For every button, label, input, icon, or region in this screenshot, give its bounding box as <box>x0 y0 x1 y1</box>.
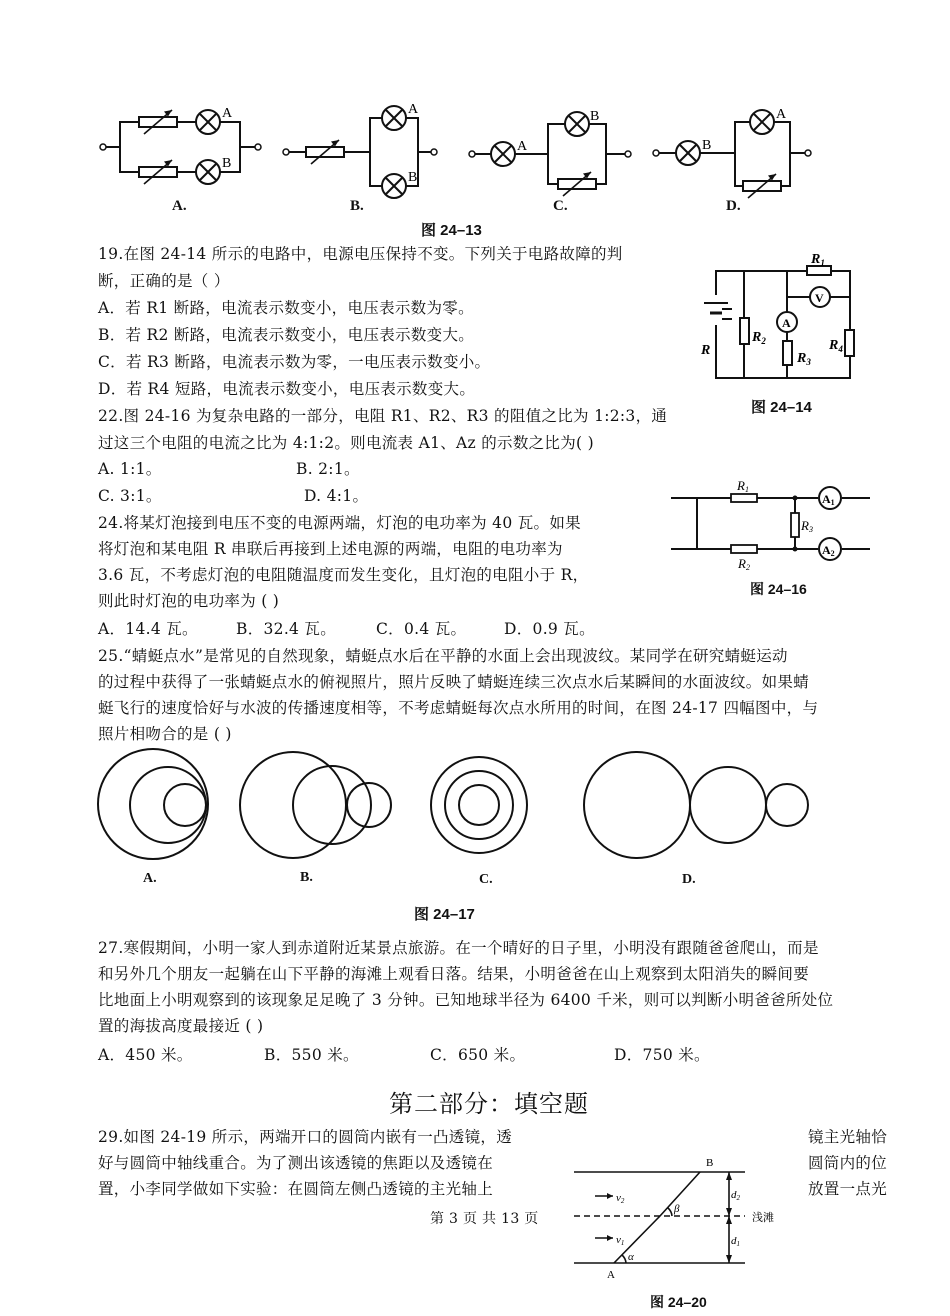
v1-label: v <box>616 1234 621 1246</box>
voltmeter-label: V <box>815 291 824 305</box>
beta-label: β <box>674 1203 680 1215</box>
q22-option-d: D. 4:1。 <box>304 487 369 505</box>
fig13-label-b: B. <box>350 198 364 214</box>
q19-option-c: C．若 R3 断路，电流表示数为零，一电压表示数变小。 <box>98 353 491 371</box>
ammeter-label: A <box>782 316 791 330</box>
q24-option-a: A．14.4 瓦。 <box>98 620 198 638</box>
q19-line1: 19.在图 24-14 所示的电路中，电源电压保持不变。下列关于电路故障的判 <box>98 245 623 263</box>
q24-line2: 将灯泡和某电阻 R 串联后再接到上述电源的两端，电阻的电功率为 <box>98 540 563 558</box>
v2-label: v <box>616 1192 621 1204</box>
fig16-r3-sub: 3 <box>808 525 813 534</box>
q29-line3-right: 放置一点光 <box>808 1180 888 1198</box>
d2-label: d <box>731 1189 737 1201</box>
lamp-label-b2: B <box>408 170 418 185</box>
q22-option-c: C. 3:1。 <box>98 487 162 505</box>
fig17-caption: 图 24–17 <box>414 906 475 923</box>
r3-sub: 3 <box>806 357 811 367</box>
q22-line2: 过这三个电阻的电流之比为 4:1:2。则电流表 A1、Az 的示数之比为( ) <box>98 434 594 452</box>
svg-text:v1 <box>616 1234 624 1247</box>
q24-option-d: D．0.9 瓦。 <box>504 620 595 638</box>
q19-option-b: B．若 R2 断路，电流表示数变小，电压表示数变大。 <box>98 326 475 344</box>
fig14-caption: 图 24–14 <box>751 399 812 416</box>
lamp-label-b4: B <box>702 138 712 153</box>
q27-option-d: D．750 米。 <box>614 1046 710 1064</box>
q24-line1: 24.将某灯泡接到电压不变的电源两端，灯泡的电功率为 40 瓦。如果 <box>98 514 581 532</box>
r1-label: R <box>811 252 821 267</box>
lamp-label-a3: A <box>517 139 528 154</box>
q27-option-a: A．450 米。 <box>98 1046 193 1064</box>
q29-line2-left: 好与圆筒中轴线重合。为了测出该透镜的焦距以及透镜在 <box>98 1154 494 1172</box>
point-b-label: B <box>706 1157 714 1169</box>
fig17-label-c: C. <box>479 872 493 887</box>
r2-label: R <box>752 330 762 345</box>
svg-text:v2 <box>616 1192 625 1205</box>
r4-label: R <box>829 338 839 353</box>
q29-line1-right: 镜主光轴恰 <box>808 1128 888 1146</box>
q27-line2: 和另外几个朋友一起躺在山下平静的海滩上观看日落。结果，小明爸爸在山上观察到太阳消失的瞬间要 <box>98 965 810 983</box>
fig17-label-a: A. <box>143 871 157 886</box>
q25-line4: 照片相吻合的是 ( ) <box>98 725 232 743</box>
q19-option-a: A．若 R1 断路，电流表示数变小，电压表示数为零。 <box>98 299 474 317</box>
q27-option-b: B．550 米。 <box>264 1046 359 1064</box>
q25-line3: 蜓飞行的速度恰好与水波的传播速度相等，不考虑蜻蜓每次点水所用的时间，在图 24-17 四幅图中，与 <box>98 699 819 717</box>
q25-line2: 的过程中获得了一张蜻蜓点水的俯视照片，照片反映了蜻蜓连续三次点水后某瞬间的水面波纹。如果蜻 <box>98 673 810 691</box>
section-title: 第二部分：填空题 <box>389 1090 589 1118</box>
q27-option-c: C．650 米。 <box>430 1046 526 1064</box>
lamp-label-b3: B <box>590 109 600 124</box>
q27-line1: 27.寒假期间，小明一家人到赤道附近某景点旅游。在一个晴好的日子里，小明没有跟随爸爸爬山，而是 <box>98 939 819 957</box>
svg-text:d1 <box>731 1235 740 1248</box>
q27-line3: 比地面上小明观察到的该现象足足晚了 3 分钟。已知地球半径为 6400 千米，则可以判断小明爸爸所处位 <box>98 991 834 1009</box>
q27-line4: 置的海拔高度最接近 ( ) <box>98 1017 264 1035</box>
q25-line1: 25.“蜻蜓点水”是常见的自然现象，蜻蜓点水后在平静的水面上会出现波纹。某同学在研究蜻蜓运动 <box>98 647 788 665</box>
v1-sub: 1 <box>620 1239 625 1247</box>
r4-sub: 4 <box>838 344 843 354</box>
fig17-label-b: B. <box>300 870 313 885</box>
point-a-label: A <box>607 1269 615 1281</box>
d2-sub: 2 <box>736 1194 740 1202</box>
q29-line2-right: 圆筒内的位 <box>808 1154 888 1172</box>
a1-sub: 1 <box>830 498 835 507</box>
fig16-r2-label: R <box>738 556 746 571</box>
page-number: 第 3 页 共 13 页 <box>430 1211 539 1227</box>
fig16-r1-sub: 1 <box>744 485 749 494</box>
v2-sub: 2 <box>620 1197 625 1205</box>
r1-sub: 1 <box>820 258 825 268</box>
d1-sub: 1 <box>736 1240 740 1248</box>
r2-sub: 2 <box>761 336 766 346</box>
shoal-label: 浅滩 <box>752 1211 774 1224</box>
lamp-label-b1: B <box>222 156 232 171</box>
q24-line4: 则此时灯泡的电功率为 ( ) <box>98 592 280 610</box>
q24-option-b: B．32.4 瓦。 <box>236 620 337 638</box>
a2-label: A <box>822 543 831 557</box>
r3-label: R <box>797 351 807 366</box>
q19-line2: 断，正确的是（ ） <box>98 272 230 290</box>
fig16-r3-label: R <box>801 518 809 533</box>
d1-label: d <box>731 1235 737 1247</box>
lamp-label-a2: A <box>408 102 419 117</box>
fig13-label-a: A. <box>172 198 187 214</box>
fig20-caption: 图 24–20 <box>650 1294 707 1310</box>
q22-option-b: B. 2:1。 <box>296 460 360 478</box>
q24-line3: 3.6 瓦，不考虑灯泡的电阻随温度而发生变化，且灯泡的电阻小于 R， <box>98 566 589 584</box>
q22-option-a: A. 1:1。 <box>98 460 162 478</box>
fig16-r1-label: R <box>737 478 745 493</box>
fig17-label-d: D. <box>682 872 696 887</box>
q29-line3-left: 置，小李同学做如下实验：在圆筒左侧凸透镜的主光轴上 <box>98 1180 494 1198</box>
r-label: R <box>701 343 711 358</box>
q29-line1-left: 29.如图 24-19 所示，两端开口的圆筒内嵌有一凸透镜，透 <box>98 1128 512 1146</box>
lamp-label-a1: A <box>222 106 233 121</box>
q19-option-d: D．若 R4 短路，电流表示数变小，电压表示数变大。 <box>98 380 476 398</box>
fig16-caption: 图 24–16 <box>750 581 807 597</box>
q24-option-c: C．0.4 瓦。 <box>376 620 467 638</box>
fig13-caption: 图 24–13 <box>421 222 482 239</box>
fig16-r2-sub: 2 <box>745 563 750 572</box>
lamp-label-a4: A <box>776 107 787 122</box>
a1-label: A <box>822 492 831 506</box>
q22-line1: 22.图 24-16 为复杂电路的一部分，电阻 R1、R2、R3 的阻值之比为 1:2:3，通 <box>98 407 668 425</box>
a2-sub: 2 <box>830 549 835 558</box>
svg-text:d2 <box>731 1189 741 1202</box>
fig13-label-c: C. <box>553 198 568 214</box>
alpha-label: α <box>628 1251 634 1263</box>
fig13-label-d: D. <box>726 198 741 214</box>
